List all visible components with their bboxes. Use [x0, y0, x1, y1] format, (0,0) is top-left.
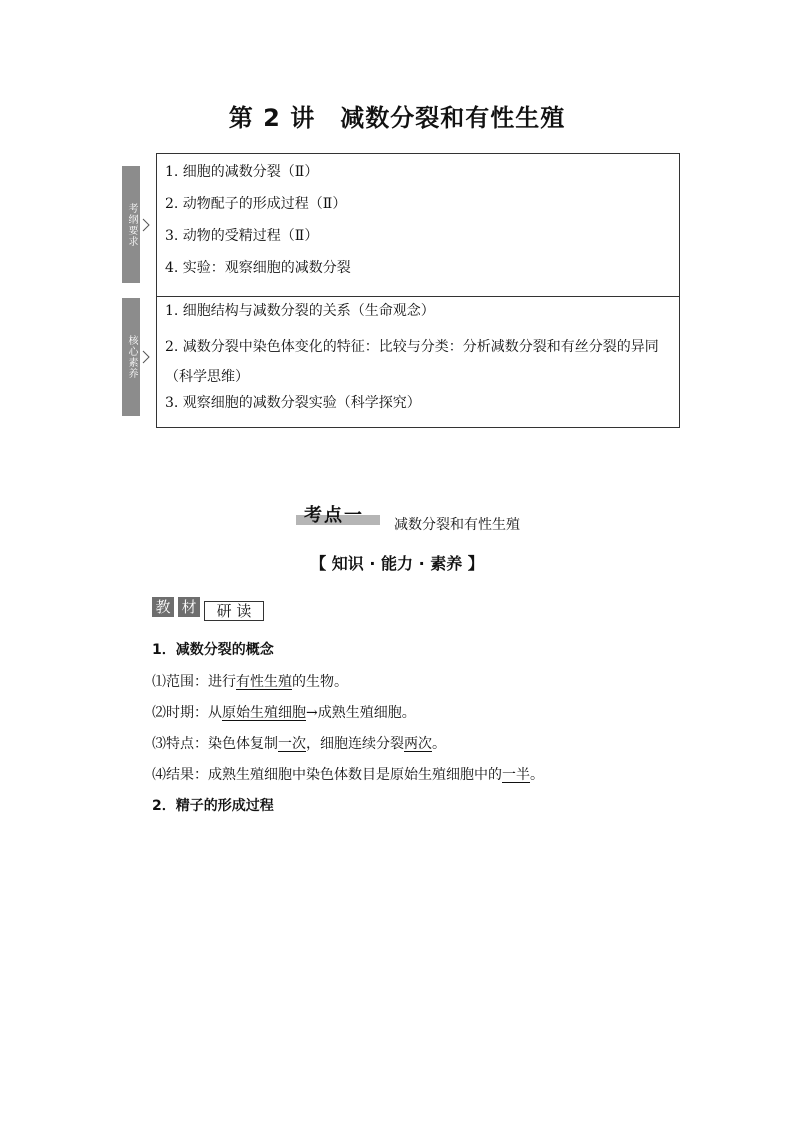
outline-tab-core	[122, 298, 140, 416]
underlined-answer: 有性生殖	[236, 674, 292, 690]
outline-item: 2. 动物配子的形成过程（Ⅱ）	[165, 196, 347, 212]
outline-tab-requirements	[122, 166, 140, 283]
content-heading: 1．减数分裂的概念	[152, 642, 274, 658]
page-title: 第 2 讲 减数分裂和有性生殖	[228, 104, 566, 132]
content-heading: 2．精子的形成过程	[152, 798, 274, 814]
text: ⑵时期：从	[152, 705, 222, 721]
outline-box-core	[156, 296, 680, 428]
underlined-answer: 一次	[278, 736, 306, 752]
content-line-result	[152, 765, 544, 785]
outline-tab-label: 考纲要求	[126, 202, 137, 247]
content-line-feature	[152, 734, 446, 754]
underlined-answer: 原始生殖细胞	[222, 705, 306, 721]
text: 。	[432, 736, 446, 752]
content-line-period	[152, 703, 416, 723]
underlined-answer: 两次	[404, 736, 432, 752]
text: 的生物。	[292, 674, 348, 690]
chevron-right-icon	[142, 350, 150, 364]
text: ⑶特点：染色体复制	[152, 736, 278, 752]
outline-item: 3. 动物的受精过程（Ⅱ）	[165, 228, 319, 244]
outline-item: 4. 实验：观察细胞的减数分裂	[165, 260, 351, 276]
outline-item: 1. 细胞结构与减数分裂的关系（生命观念）	[165, 303, 435, 319]
text: ⑷结果：成熟生殖细胞中染色体数目是原始生殖细胞中的	[152, 767, 502, 783]
outline-item: 2. 减数分裂中染色体变化的特征：比较与分类：分析减数分裂和有丝分裂的异同（科学思维）	[165, 339, 659, 385]
outline-box-requirements	[156, 153, 680, 297]
outline-item: 3. 观察细胞的减数分裂实验（科学探究）	[165, 395, 421, 411]
chevron-right-icon	[142, 218, 150, 232]
text: →成熟生殖细胞。	[306, 705, 416, 721]
text: 。	[530, 767, 544, 783]
badge-char: 教	[152, 597, 174, 617]
content-line-scope	[152, 672, 348, 692]
outline-tab-label: 核心素养	[126, 335, 137, 379]
badge-char: 材	[178, 597, 200, 617]
underlined-answer: 一半	[502, 767, 530, 783]
outline-item: 1. 细胞的减数分裂（Ⅱ）	[165, 164, 319, 180]
kaodian-title: 减数分裂和有性生殖	[394, 517, 520, 533]
badge-box: 研 读	[204, 601, 264, 621]
kaodian-label: 考点一	[304, 505, 364, 526]
section-heading: 【 知识 · 能力 · 素养 】	[310, 554, 484, 573]
text: ，细胞连续分裂	[306, 736, 404, 752]
text: ⑴范围：进行	[152, 674, 236, 690]
